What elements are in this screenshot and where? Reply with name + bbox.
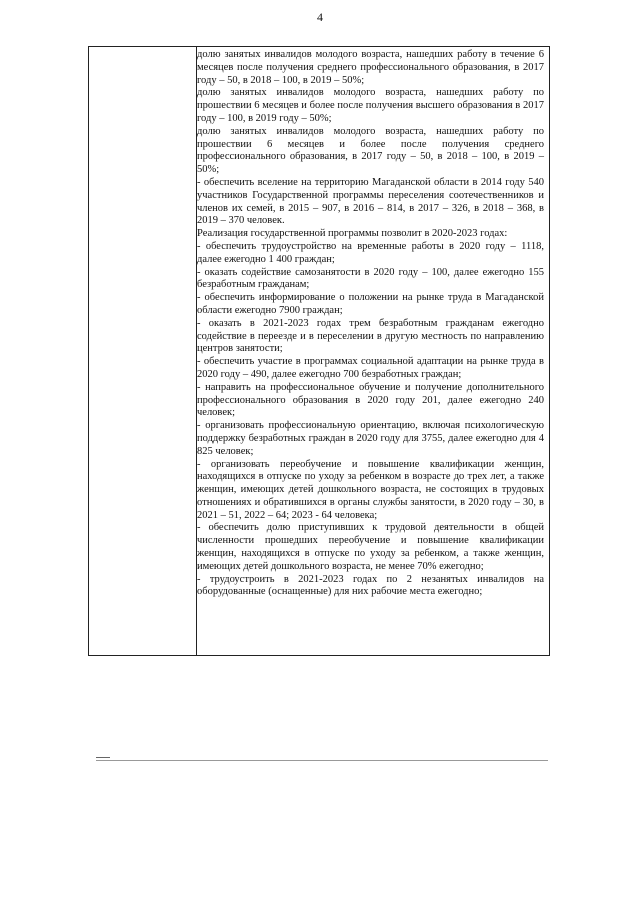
paragraph: долю занятых инвалидов молодого возраста, нашедших работу по прошествии 6 месяцев и более после получения среднего профессионального образования, в 2017 году – 50, в 2018 – 100, в 2019 – 50%; [197, 125, 544, 176]
table-right-cell [197, 49, 544, 599]
paragraph: - оказать в 2021-2023 годах трем безработным гражданам ежегодно содействие в переезде и в переселении в другую местность по направлению центров занятости; [197, 317, 544, 355]
paragraph: - организовать профессиональную ориентацию, включая психологическую поддержку безработных граждан в 2020 году для 3755, далее ежегодно для 4 825 человек; [197, 420, 544, 457]
paragraph: - обеспечить вселение на территорию Магаданской области в 2014 году 540 участников Государственной программы переселения соотечественников и членов их семей, в 2015 – 907, в 2016 – 814, в 2017 – 326, в 2018 – 368, в 2019 – 370 человек. [197, 176, 544, 227]
paragraph: - обеспечить участие в программах социальной адаптации на рынке труда в 2020 году – 490, далее ежегодно 700 безработных граждан; [197, 356, 544, 380]
footer-tick [96, 757, 110, 758]
paragraph: долю занятых инвалидов молодого возраста, нашедших работу по прошествии 6 месяцев и более после получения высшего образования в 2017 году – 100, в 2019 году – 50%; [197, 87, 544, 124]
paragraph: - обеспечить информирование о положении на рынке труда в Магаданской области ежегодно 7900 граждан; [197, 292, 544, 316]
paragraph: - направить на профессиональное обучение и получение дополнительного профессионального образования в 2020 году 201, далее ежегодно 240 человек; [197, 381, 544, 419]
paragraph: - обеспечить долю приступивших к трудовой деятельности в общей численности прошедших переобучение и повышение квалификации женщин, находящихся в отпуске по уходу за ребенком, а также женщин, имеющих детей дошкольного возраста, не менее 70% ежегодно; [197, 522, 544, 572]
paragraph: долю занятых инвалидов молодого возраста, нашедших работу в течение 6 месяцев после получения среднего профессионального образования, в 2017 году – 50, в 2018 – 100, в 2019 – 50%; [197, 49, 544, 86]
paragraph: - организовать переобучение и повышение квалификации женщин, находящихся в отпуске по уходу за ребенком в возрасте до трех лет, а также женщин, имеющих детей дошкольного возраста, не состоящих в трудовых отношениях и обратившихся в органы службы занятости, в 2020 году – 30, в 2021 – 51, 2022 – 64; 2023 - 64 человека; [197, 458, 544, 521]
page-number: 4 [317, 10, 323, 24]
paragraph: - оказать содействие самозанятости в 2020 году – 100, далее ежегодно 155 безработным гражданам; [197, 266, 544, 291]
paragraph: Реализация государственной программы позволит в 2020-2023 годах: [197, 228, 508, 240]
content-table [88, 46, 550, 656]
table-left-cell [89, 47, 197, 655]
paragraph: - трудоустроить в 2021-2023 годах по 2 незанятых инвалидов на оборудованные (оснащенные) для них рабочие места ежегодно; [197, 573, 544, 598]
paragraph: - обеспечить трудоустройство на временные работы в 2020 году – 1118, далее ежегодно 1 400 граждан; [197, 240, 544, 265]
footer-rule [96, 760, 548, 761]
